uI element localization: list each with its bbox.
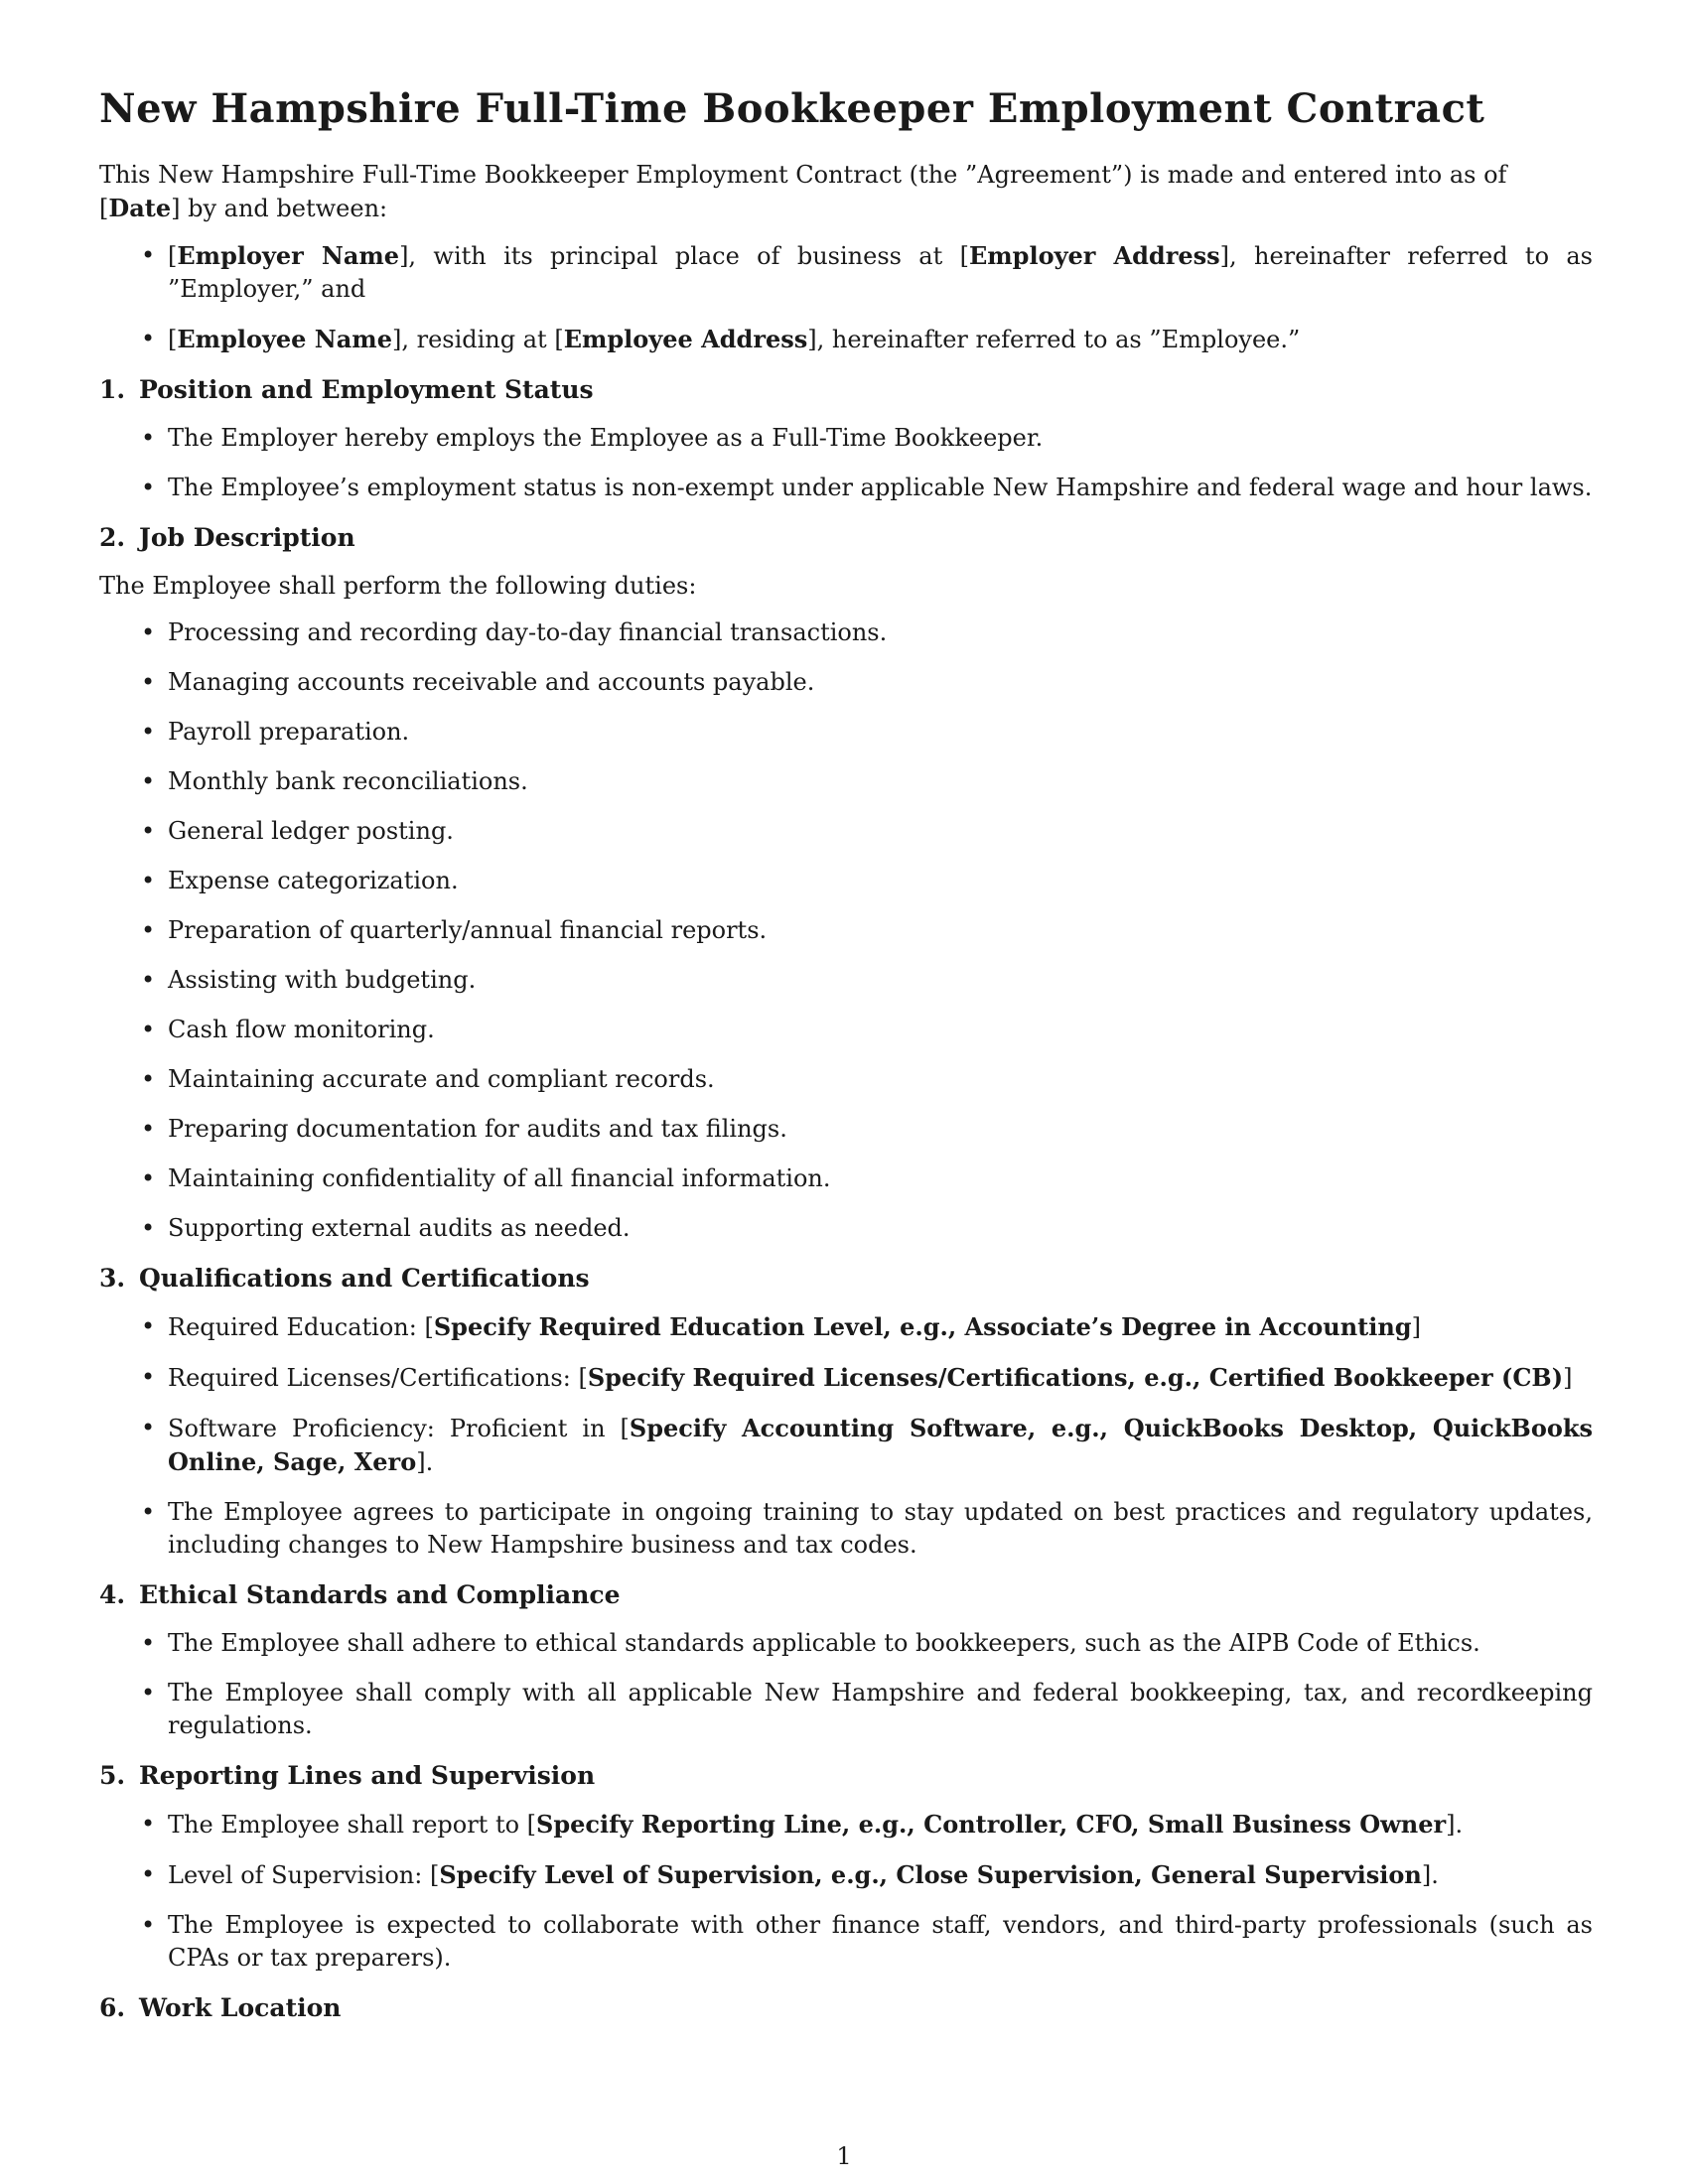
- bullet-icon: •: [141, 1629, 156, 1657]
- list-item: • Managing accounts receivable and accounts payable.: [99, 666, 1593, 699]
- bullet-icon: •: [141, 1115, 156, 1143]
- section-4-list: [99, 1627, 1593, 1742]
- reporting-line-placeholder: Specify Reporting Line, e.g., Controller, CFO, Small Business Owner: [536, 1810, 1447, 1839]
- section-heading-4: 4. Ethical Standards and Compliance: [99, 1580, 621, 1609]
- bullet-icon: •: [141, 241, 156, 269]
- list-item: • Required Education: [Specify Required Education Level, e.g., Associate’s Degree in Accounting]: [141, 1312, 1421, 1341]
- bullet-icon: •: [141, 1860, 156, 1888]
- intro-paragraph: This New Hampshire Full-Time Bookkeeper Employment Contract (the ”Agreement”) is made and entered into as of [Date] by and between:: [99, 161, 1507, 222]
- page-number: 1: [836, 2142, 852, 2170]
- bullet-icon: •: [141, 668, 156, 696]
- list-item: • Preparation of quarterly/annual financial reports.: [99, 914, 1593, 947]
- bullet-icon: •: [141, 1414, 156, 1441]
- bullet-icon: •: [141, 1679, 156, 1706]
- section-heading-3: 3. Qualifications and Certifications: [99, 1264, 590, 1293]
- employee-name-placeholder: Employee Name: [177, 325, 392, 353]
- bullet-icon: •: [141, 817, 156, 845]
- list-item: • The Employer hereby employs the Employee as a Full-Time Bookkeeper.: [99, 422, 1593, 455]
- bullet-icon: •: [141, 916, 156, 944]
- list-item: • Maintaining accurate and compliant records.: [99, 1063, 1593, 1096]
- list-item: • The Employee shall report to [Specify Reporting Line, e.g., Controller, CFO, Small Business Owner].: [141, 1810, 1464, 1839]
- date-placeholder: Date: [108, 194, 172, 222]
- bullet-icon: •: [141, 1810, 156, 1838]
- list-item: • Required Licenses/Certifications: [Specify Required Licenses/Certifications, e.g., Certified Bookkeeper (CB)]: [141, 1363, 1573, 1392]
- section-heading-1: 1. Position and Employment Status: [99, 375, 594, 404]
- bullet-icon: •: [141, 424, 156, 452]
- bullet-icon: •: [141, 1498, 156, 1526]
- list-item: • Maintaining confidentiality of all financial information.: [99, 1162, 1593, 1195]
- bullet-icon: •: [141, 1911, 156, 1939]
- section-2-lead: The Employee shall perform the following duties:: [99, 572, 697, 600]
- bullet-icon: •: [141, 867, 156, 894]
- list-item: • The Employee shall comply with all applicable New Hampshire and federal bookkeeping, tax, and recordkeeping regulations.: [141, 1679, 1593, 1739]
- bullet-icon: •: [141, 325, 156, 352]
- licenses-placeholder: Specify Required Licenses/Certifications, e.g., Certified Bookkeeper (CB): [587, 1363, 1564, 1392]
- bullet-icon: •: [141, 618, 156, 646]
- document-title: New Hampshire Full-Time Bookkeeper Employment Contract: [99, 85, 1485, 132]
- list-item: • Supporting external audits as needed.: [99, 1212, 1593, 1245]
- document-page: [99, 85, 1593, 2040]
- bullet-icon: •: [141, 1214, 156, 1242]
- list-item: • Cash flow monitoring.: [99, 1014, 1593, 1046]
- bullet-icon: •: [141, 474, 156, 501]
- section-heading-6: 6. Work Location: [99, 1993, 342, 2022]
- bullet-icon: •: [141, 1312, 156, 1340]
- list-item: • Expense categorization.: [99, 865, 1593, 897]
- list-item: • The Employee agrees to participate in ongoing training to stay updated on best practices and regulatory updates, including changes to New Hampshire business and tax codes.: [141, 1498, 1593, 1559]
- bullet-icon: •: [141, 1065, 156, 1093]
- list-item: • The Employee’s employment status is non-exempt under applicable New Hampshire and federal wage and hour laws.: [99, 472, 1593, 504]
- list-item: • General ledger posting.: [99, 815, 1593, 848]
- section-heading-2: 2. Job Description: [99, 523, 355, 552]
- list-item: • Preparing documentation for audits and tax filings.: [99, 1113, 1593, 1146]
- supervision-placeholder: Specify Level of Supervision, e.g., Close Supervision, General Supervision: [439, 1860, 1422, 1889]
- bullet-icon: •: [141, 718, 156, 746]
- employee-address-placeholder: Employee Address: [563, 325, 808, 353]
- list-item: • Software Proficiency: Proficient in [Specify Accounting Software, e.g., QuickBooks Desktop, QuickBooks Online, Sage, Xero].: [141, 1414, 1593, 1476]
- bullet-icon: •: [141, 767, 156, 795]
- list-item: • Payroll preparation.: [99, 716, 1593, 749]
- bullet-icon: •: [141, 1016, 156, 1043]
- section-2-list: [99, 616, 1593, 1245]
- list-item: • [Employer Name], with its principal place of business at [Employer Address], hereinafter referred to as ”Employer,” and: [141, 241, 1593, 303]
- employer-address-placeholder: Employer Address: [968, 241, 1220, 270]
- list-item: • Assisting with budgeting.: [99, 964, 1593, 997]
- parties-list: [99, 239, 1593, 356]
- list-item: • The Employee shall adhere to ethical standards applicable to bookkeepers, such as the AIPB Code of Ethics.: [99, 1627, 1593, 1660]
- list-item: • [Employee Name], residing at [Employee Address], hereinafter referred to as ”Employee.”: [141, 325, 1301, 353]
- section-3-list: [99, 1310, 1593, 1562]
- section-5-list: [99, 1808, 1593, 1975]
- section-heading-5: 5. Reporting Lines and Supervision: [99, 1761, 596, 1790]
- software-placeholder: Specify Accounting Software, e.g., QuickBooks Desktop, QuickBooks Online, Sage, Xero: [168, 1414, 1593, 1476]
- list-item: • Monthly bank reconciliations.: [99, 765, 1593, 798]
- section-1-list: [99, 422, 1593, 504]
- employer-name-placeholder: Employer Name: [177, 241, 400, 270]
- bullet-icon: •: [141, 1164, 156, 1192]
- list-item: • The Employee is expected to collaborate with other finance staff, vendors, and third-party professionals (such as CPAs or tax preparers).: [141, 1911, 1593, 1972]
- list-item: • Processing and recording day-to-day financial transactions.: [99, 616, 1593, 649]
- list-item: • Level of Supervision: [Specify Level of Supervision, e.g., Close Supervision, General Supervision].: [141, 1860, 1439, 1889]
- education-placeholder: Specify Required Education Level, e.g., Associate’s Degree in Accounting: [433, 1312, 1412, 1341]
- bullet-icon: •: [141, 1363, 156, 1391]
- bullet-icon: •: [141, 966, 156, 994]
